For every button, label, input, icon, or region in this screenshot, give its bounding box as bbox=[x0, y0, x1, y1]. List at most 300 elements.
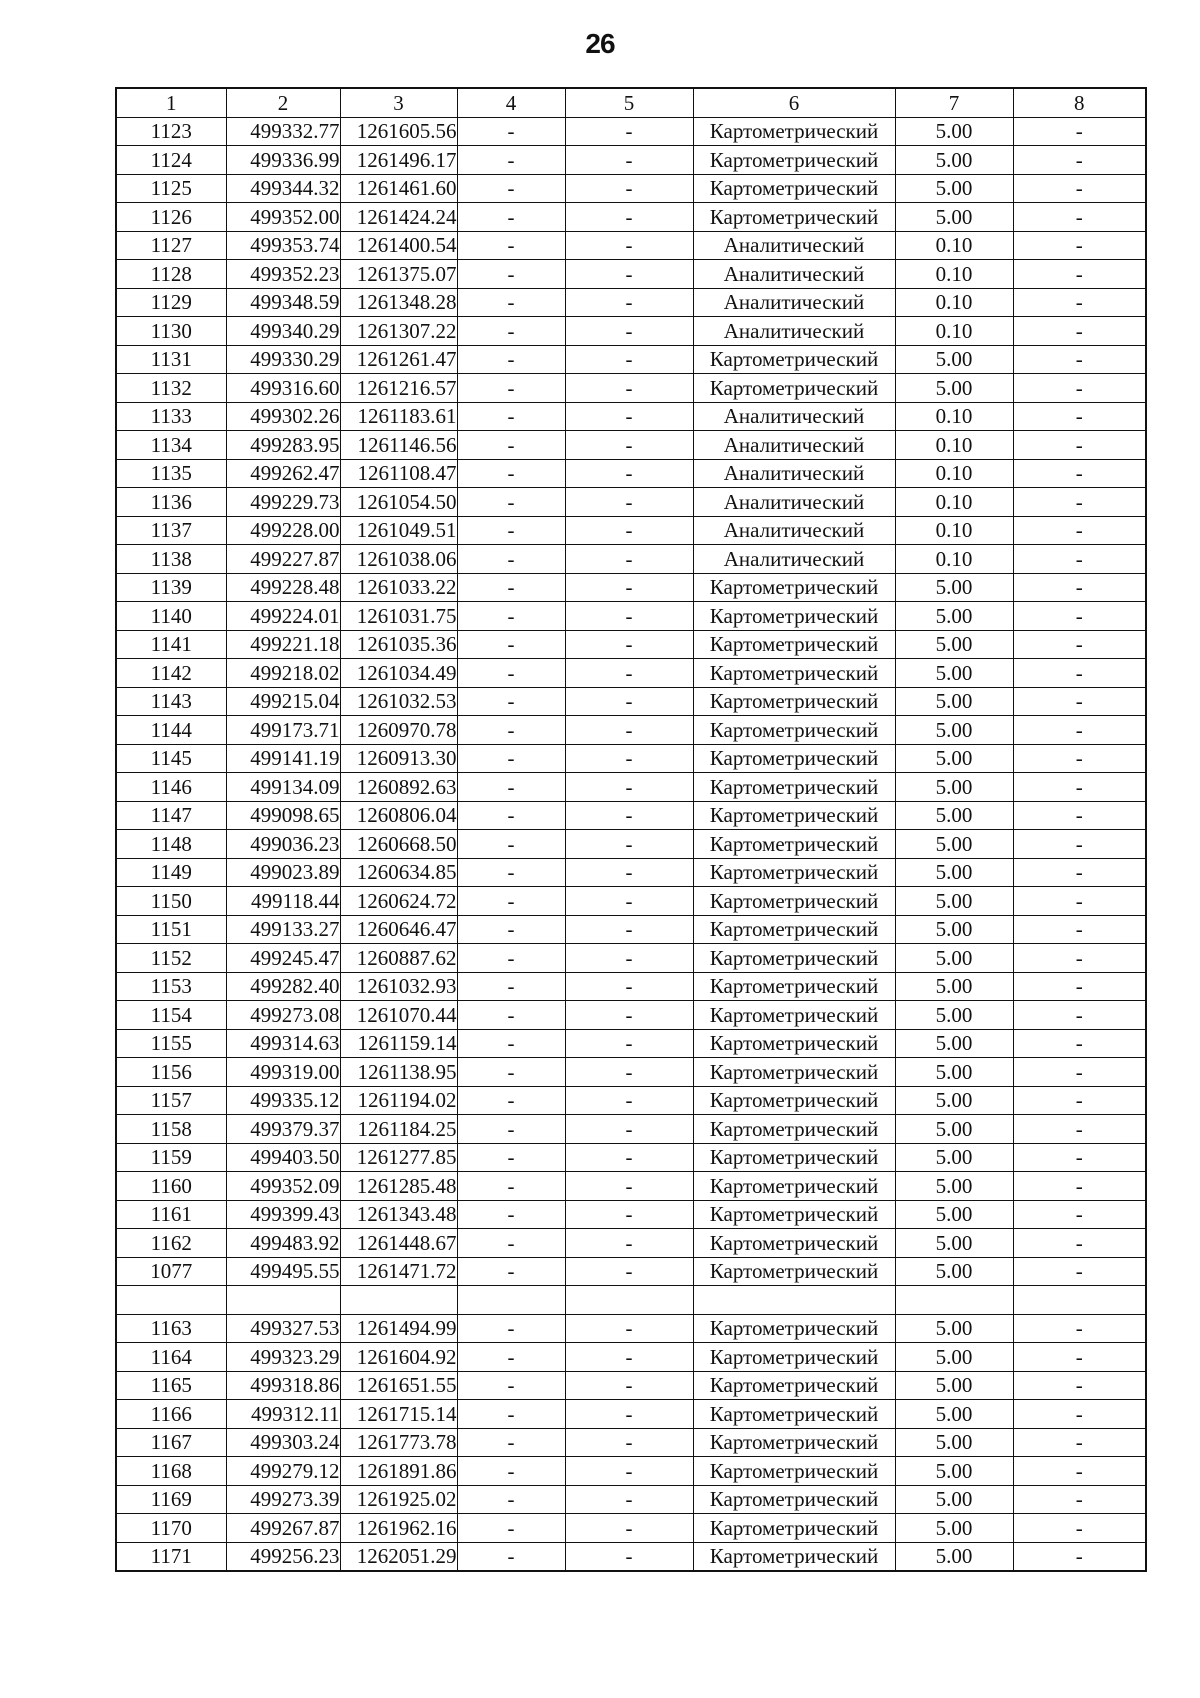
cell-method: Картометрический bbox=[693, 374, 895, 403]
cell-x-coordinate: 499215.04 bbox=[226, 687, 340, 716]
cell-col-5: - bbox=[565, 459, 693, 488]
cell-y-coordinate: 1260892.63 bbox=[340, 773, 457, 802]
cell-accuracy: 5.00 bbox=[895, 1143, 1013, 1172]
cell-accuracy: 0.10 bbox=[895, 260, 1013, 289]
cell-col-4: - bbox=[457, 887, 565, 916]
cell-x-coordinate: 499256.23 bbox=[226, 1542, 340, 1571]
cell-point-number: 1170 bbox=[116, 1514, 226, 1543]
cell-point-number: 1167 bbox=[116, 1428, 226, 1457]
cell-col-5: - bbox=[565, 431, 693, 460]
cell-col-8: - bbox=[1013, 203, 1146, 232]
cell-col-8: - bbox=[1013, 288, 1146, 317]
cell-col-4: - bbox=[457, 488, 565, 517]
cell-y-coordinate: 1262051.29 bbox=[340, 1542, 457, 1571]
cell-col-5: - bbox=[565, 174, 693, 203]
cell-y-coordinate: 1261494.99 bbox=[340, 1314, 457, 1343]
cell-x-coordinate: 499283.95 bbox=[226, 431, 340, 460]
cell-accuracy: 5.00 bbox=[895, 830, 1013, 859]
cell-accuracy: 0.10 bbox=[895, 459, 1013, 488]
cell-y-coordinate: 1261183.61 bbox=[340, 402, 457, 431]
table-row bbox=[116, 374, 1146, 403]
cell-y-coordinate: 1261032.53 bbox=[340, 687, 457, 716]
cell-accuracy: 5.00 bbox=[895, 1400, 1013, 1429]
cell-col-8: - bbox=[1013, 459, 1146, 488]
cell-method: Картометрический bbox=[693, 972, 895, 1001]
cell-x-coordinate: 499303.24 bbox=[226, 1428, 340, 1457]
cell-col-4: - bbox=[457, 1457, 565, 1486]
cell-col-8: - bbox=[1013, 602, 1146, 631]
cell-y-coordinate: 1261108.47 bbox=[340, 459, 457, 488]
cell-col-8: - bbox=[1013, 516, 1146, 545]
cell-point-number: 1127 bbox=[116, 231, 226, 260]
cell-col-8: - bbox=[1013, 1457, 1146, 1486]
cell-col-5: - bbox=[565, 1172, 693, 1201]
cell-y-coordinate: 1260913.30 bbox=[340, 744, 457, 773]
table-row bbox=[116, 1457, 1146, 1486]
cell-col-8: - bbox=[1013, 687, 1146, 716]
cell-accuracy: 5.00 bbox=[895, 1542, 1013, 1571]
cell-method: Картометрический bbox=[693, 1058, 895, 1087]
cell-point-number: 1142 bbox=[116, 659, 226, 688]
cell-col-4: - bbox=[457, 1115, 565, 1144]
table-row bbox=[116, 1286, 1146, 1315]
cell-col-8: - bbox=[1013, 402, 1146, 431]
cell-accuracy: 5.00 bbox=[895, 1514, 1013, 1543]
cell-accuracy: 5.00 bbox=[895, 174, 1013, 203]
cell-accuracy: 5.00 bbox=[895, 716, 1013, 745]
cell-col-8 bbox=[1013, 1286, 1146, 1315]
cell-col-8: - bbox=[1013, 801, 1146, 830]
cell-col-5: - bbox=[565, 260, 693, 289]
cell-y-coordinate: 1261184.25 bbox=[340, 1115, 457, 1144]
cell-accuracy: 5.00 bbox=[895, 744, 1013, 773]
cell-point-number: 1163 bbox=[116, 1314, 226, 1343]
cell-accuracy: 5.00 bbox=[895, 117, 1013, 146]
cell-x-coordinate: 499245.47 bbox=[226, 944, 340, 973]
cell-point-number: 1168 bbox=[116, 1457, 226, 1486]
cell-y-coordinate: 1261496.17 bbox=[340, 146, 457, 175]
cell-col-5: - bbox=[565, 231, 693, 260]
cell-point-number: 1152 bbox=[116, 944, 226, 973]
cell-method: Аналитический bbox=[693, 260, 895, 289]
table-row bbox=[116, 573, 1146, 602]
cell-col-5: - bbox=[565, 1542, 693, 1571]
cell-col-8: - bbox=[1013, 1058, 1146, 1087]
cell-x-coordinate: 499141.19 bbox=[226, 744, 340, 773]
cell-point-number: 1155 bbox=[116, 1029, 226, 1058]
cell-point-number: 1128 bbox=[116, 260, 226, 289]
cell-col-8: - bbox=[1013, 545, 1146, 574]
cell-point-number: 1123 bbox=[116, 117, 226, 146]
cell-y-coordinate: 1261032.93 bbox=[340, 972, 457, 1001]
cell-x-coordinate: 499279.12 bbox=[226, 1457, 340, 1486]
cell-y-coordinate: 1261031.75 bbox=[340, 602, 457, 631]
cell-col-8: - bbox=[1013, 1400, 1146, 1429]
cell-method: Картометрический bbox=[693, 1086, 895, 1115]
cell-col-5: - bbox=[565, 830, 693, 859]
cell-method: Картометрический bbox=[693, 1143, 895, 1172]
cell-x-coordinate: 499221.18 bbox=[226, 630, 340, 659]
cell-accuracy: 0.10 bbox=[895, 231, 1013, 260]
cell-method: Картометрический bbox=[693, 944, 895, 973]
table-row bbox=[116, 858, 1146, 887]
cell-col-5: - bbox=[565, 1001, 693, 1030]
table-row bbox=[116, 1428, 1146, 1457]
table-row bbox=[116, 972, 1146, 1001]
cell-y-coordinate: 1261285.48 bbox=[340, 1172, 457, 1201]
cell-y-coordinate: 1261277.85 bbox=[340, 1143, 457, 1172]
cell-point-number: 1135 bbox=[116, 459, 226, 488]
cell-col-8: - bbox=[1013, 174, 1146, 203]
cell-y-coordinate: 1261605.56 bbox=[340, 117, 457, 146]
table-row bbox=[116, 1058, 1146, 1087]
cell-point-number: 1148 bbox=[116, 830, 226, 859]
cell-col-5: - bbox=[565, 887, 693, 916]
cell-col-5: - bbox=[565, 488, 693, 517]
cell-y-coordinate: 1261448.67 bbox=[340, 1229, 457, 1258]
cell-col-4: - bbox=[457, 1485, 565, 1514]
column-header: 2 bbox=[226, 88, 340, 117]
cell-col-4: - bbox=[457, 117, 565, 146]
cell-point-number: 1140 bbox=[116, 602, 226, 631]
cell-x-coordinate: 499218.02 bbox=[226, 659, 340, 688]
cell-col-5: - bbox=[565, 944, 693, 973]
cell-col-4: - bbox=[457, 516, 565, 545]
cell-method: Картометрический bbox=[693, 1542, 895, 1571]
cell-accuracy: 5.00 bbox=[895, 1485, 1013, 1514]
cell-col-8: - bbox=[1013, 345, 1146, 374]
cell-method: Картометрический bbox=[693, 1029, 895, 1058]
cell-x-coordinate: 499352.09 bbox=[226, 1172, 340, 1201]
cell-col-4: - bbox=[457, 630, 565, 659]
cell-col-5: - bbox=[565, 545, 693, 574]
cell-point-number: 1147 bbox=[116, 801, 226, 830]
cell-point-number: 1154 bbox=[116, 1001, 226, 1030]
cell-point-number: 1150 bbox=[116, 887, 226, 916]
cell-col-5: - bbox=[565, 687, 693, 716]
cell-method: Картометрический bbox=[693, 1115, 895, 1144]
cell-col-4 bbox=[457, 1286, 565, 1315]
cell-point-number: 1143 bbox=[116, 687, 226, 716]
cell-method: Картометрический bbox=[693, 773, 895, 802]
cell-y-coordinate: 1261715.14 bbox=[340, 1400, 457, 1429]
cell-x-coordinate: 499224.01 bbox=[226, 602, 340, 631]
cell-x-coordinate: 499273.08 bbox=[226, 1001, 340, 1030]
cell-y-coordinate: 1261773.78 bbox=[340, 1428, 457, 1457]
cell-x-coordinate: 499098.65 bbox=[226, 801, 340, 830]
table-row bbox=[116, 716, 1146, 745]
cell-point-number: 1144 bbox=[116, 716, 226, 745]
cell-col-4: - bbox=[457, 659, 565, 688]
table-row bbox=[116, 1542, 1146, 1571]
cell-col-5: - bbox=[565, 1029, 693, 1058]
cell-accuracy: 5.00 bbox=[895, 659, 1013, 688]
cell-x-coordinate: 499344.32 bbox=[226, 174, 340, 203]
cell-accuracy: 5.00 bbox=[895, 602, 1013, 631]
cell-col-5: - bbox=[565, 288, 693, 317]
cell-col-5: - bbox=[565, 1457, 693, 1486]
cell-col-5: - bbox=[565, 374, 693, 403]
cell-col-4: - bbox=[457, 317, 565, 346]
cell-y-coordinate: 1261034.49 bbox=[340, 659, 457, 688]
table-row bbox=[116, 317, 1146, 346]
cell-x-coordinate bbox=[226, 1286, 340, 1315]
cell-col-5: - bbox=[565, 117, 693, 146]
cell-method: Картометрический bbox=[693, 659, 895, 688]
cell-method: Картометрический bbox=[693, 1457, 895, 1486]
cell-method: Картометрический bbox=[693, 887, 895, 916]
page-number: 26 bbox=[585, 28, 615, 59]
cell-col-4: - bbox=[457, 716, 565, 745]
cell-method: Картометрический bbox=[693, 1172, 895, 1201]
cell-method: Аналитический bbox=[693, 488, 895, 517]
cell-method: Картометрический bbox=[693, 1343, 895, 1372]
cell-x-coordinate: 499282.40 bbox=[226, 972, 340, 1001]
cell-col-4: - bbox=[457, 459, 565, 488]
cell-col-5: - bbox=[565, 1058, 693, 1087]
cell-point-number: 1126 bbox=[116, 203, 226, 232]
cell-x-coordinate: 499330.29 bbox=[226, 345, 340, 374]
cell-method: Картометрический bbox=[693, 1371, 895, 1400]
cell-x-coordinate: 499353.74 bbox=[226, 231, 340, 260]
table-row bbox=[116, 545, 1146, 574]
cell-col-4: - bbox=[457, 1058, 565, 1087]
table-row bbox=[116, 1172, 1146, 1201]
cell-col-4: - bbox=[457, 830, 565, 859]
cell-y-coordinate: 1261461.60 bbox=[340, 174, 457, 203]
column-header: 1 bbox=[116, 88, 226, 117]
table-row bbox=[116, 345, 1146, 374]
cell-y-coordinate: 1261343.48 bbox=[340, 1200, 457, 1229]
cell-col-8: - bbox=[1013, 260, 1146, 289]
cell-col-8: - bbox=[1013, 431, 1146, 460]
cell-method: Картометрический bbox=[693, 801, 895, 830]
cell-y-coordinate bbox=[340, 1286, 457, 1315]
cell-point-number: 1164 bbox=[116, 1343, 226, 1372]
cell-col-4: - bbox=[457, 1343, 565, 1372]
cell-accuracy: 5.00 bbox=[895, 1257, 1013, 1286]
cell-y-coordinate: 1261216.57 bbox=[340, 374, 457, 403]
cell-method: Аналитический bbox=[693, 231, 895, 260]
cell-method: Картометрический bbox=[693, 602, 895, 631]
cell-x-coordinate: 499227.87 bbox=[226, 545, 340, 574]
cell-point-number: 1160 bbox=[116, 1172, 226, 1201]
cell-y-coordinate: 1261375.07 bbox=[340, 260, 457, 289]
cell-x-coordinate: 499314.63 bbox=[226, 1029, 340, 1058]
cell-method: Аналитический bbox=[693, 317, 895, 346]
cell-col-4: - bbox=[457, 1086, 565, 1115]
table-row bbox=[116, 1001, 1146, 1030]
cell-point-number: 1136 bbox=[116, 488, 226, 517]
cell-col-8: - bbox=[1013, 1172, 1146, 1201]
column-header: 6 bbox=[693, 88, 895, 117]
cell-col-5: - bbox=[565, 630, 693, 659]
cell-y-coordinate: 1260970.78 bbox=[340, 716, 457, 745]
table-row bbox=[116, 1400, 1146, 1429]
table-row bbox=[116, 1314, 1146, 1343]
table-row bbox=[116, 659, 1146, 688]
cell-method: Аналитический bbox=[693, 288, 895, 317]
cell-method: Картометрический bbox=[693, 1428, 895, 1457]
cell-col-4: - bbox=[457, 972, 565, 1001]
cell-y-coordinate: 1261307.22 bbox=[340, 317, 457, 346]
cell-col-5: - bbox=[565, 203, 693, 232]
cell-method: Картометрический bbox=[693, 858, 895, 887]
cell-col-4: - bbox=[457, 1257, 565, 1286]
cell-method: Картометрический bbox=[693, 1514, 895, 1543]
cell-y-coordinate: 1261962.16 bbox=[340, 1514, 457, 1543]
cell-point-number: 1141 bbox=[116, 630, 226, 659]
cell-col-4: - bbox=[457, 374, 565, 403]
cell-method: Картометрический bbox=[693, 716, 895, 745]
cell-col-4: - bbox=[457, 174, 565, 203]
cell-method: Картометрический bbox=[693, 830, 895, 859]
cell-y-coordinate: 1261400.54 bbox=[340, 231, 457, 260]
cell-point-number: 1130 bbox=[116, 317, 226, 346]
cell-accuracy: 0.10 bbox=[895, 288, 1013, 317]
cell-col-5: - bbox=[565, 1343, 693, 1372]
cell-accuracy: 5.00 bbox=[895, 146, 1013, 175]
cell-col-5: - bbox=[565, 1400, 693, 1429]
cell-col-5: - bbox=[565, 1229, 693, 1258]
table-body bbox=[116, 117, 1146, 1571]
cell-x-coordinate: 499134.09 bbox=[226, 773, 340, 802]
cell-col-8: - bbox=[1013, 374, 1146, 403]
cell-x-coordinate: 499483.92 bbox=[226, 1229, 340, 1258]
coordinates-table bbox=[115, 87, 1147, 1572]
cell-y-coordinate: 1261424.24 bbox=[340, 203, 457, 232]
table-row bbox=[116, 203, 1146, 232]
cell-col-5 bbox=[565, 1286, 693, 1315]
cell-col-8: - bbox=[1013, 317, 1146, 346]
cell-col-8: - bbox=[1013, 1371, 1146, 1400]
cell-x-coordinate: 499023.89 bbox=[226, 858, 340, 887]
cell-col-4: - bbox=[457, 231, 565, 260]
cell-col-4: - bbox=[457, 1400, 565, 1429]
table-row bbox=[116, 1143, 1146, 1172]
cell-accuracy: 5.00 bbox=[895, 573, 1013, 602]
cell-x-coordinate: 499323.29 bbox=[226, 1343, 340, 1372]
table-row bbox=[116, 459, 1146, 488]
cell-method: Картометрический bbox=[693, 630, 895, 659]
cell-col-4: - bbox=[457, 260, 565, 289]
cell-point-number: 1161 bbox=[116, 1200, 226, 1229]
cell-point-number: 1157 bbox=[116, 1086, 226, 1115]
cell-col-8: - bbox=[1013, 1485, 1146, 1514]
cell-point-number: 1165 bbox=[116, 1371, 226, 1400]
cell-col-8: - bbox=[1013, 915, 1146, 944]
cell-x-coordinate: 499228.48 bbox=[226, 573, 340, 602]
cell-accuracy: 5.00 bbox=[895, 1029, 1013, 1058]
cell-col-5: - bbox=[565, 915, 693, 944]
table-row bbox=[116, 630, 1146, 659]
cell-col-4: - bbox=[457, 687, 565, 716]
cell-method: Картометрический bbox=[693, 1485, 895, 1514]
cell-x-coordinate: 499036.23 bbox=[226, 830, 340, 859]
cell-col-5: - bbox=[565, 1143, 693, 1172]
cell-col-5: - bbox=[565, 1257, 693, 1286]
cell-y-coordinate: 1261070.44 bbox=[340, 1001, 457, 1030]
cell-accuracy: 5.00 bbox=[895, 1172, 1013, 1201]
cell-method: Картометрический bbox=[693, 146, 895, 175]
cell-col-5: - bbox=[565, 1200, 693, 1229]
table-row bbox=[116, 488, 1146, 517]
cell-accuracy bbox=[895, 1286, 1013, 1315]
cell-method: Картометрический bbox=[693, 687, 895, 716]
cell-y-coordinate: 1261159.14 bbox=[340, 1029, 457, 1058]
cell-col-8: - bbox=[1013, 1257, 1146, 1286]
table-row bbox=[116, 516, 1146, 545]
cell-x-coordinate: 499379.37 bbox=[226, 1115, 340, 1144]
cell-point-number: 1171 bbox=[116, 1542, 226, 1571]
cell-col-4: - bbox=[457, 1200, 565, 1229]
cell-col-5: - bbox=[565, 1086, 693, 1115]
cell-point-number: 1125 bbox=[116, 174, 226, 203]
cell-x-coordinate: 499335.12 bbox=[226, 1086, 340, 1115]
table-row bbox=[116, 1229, 1146, 1258]
cell-col-4: - bbox=[457, 146, 565, 175]
cell-accuracy: 0.10 bbox=[895, 488, 1013, 517]
cell-col-5: - bbox=[565, 317, 693, 346]
cell-point-number: 1169 bbox=[116, 1485, 226, 1514]
cell-col-8: - bbox=[1013, 972, 1146, 1001]
table-row bbox=[116, 744, 1146, 773]
cell-x-coordinate: 499319.00 bbox=[226, 1058, 340, 1087]
cell-y-coordinate: 1261261.47 bbox=[340, 345, 457, 374]
column-header: 3 bbox=[340, 88, 457, 117]
cell-col-5: - bbox=[565, 146, 693, 175]
cell-col-8: - bbox=[1013, 1428, 1146, 1457]
cell-accuracy: 5.00 bbox=[895, 374, 1013, 403]
cell-col-4: - bbox=[457, 858, 565, 887]
cell-method: Картометрический bbox=[693, 1314, 895, 1343]
cell-accuracy: 5.00 bbox=[895, 944, 1013, 973]
table-row bbox=[116, 1485, 1146, 1514]
cell-accuracy: 5.00 bbox=[895, 1314, 1013, 1343]
cell-col-8: - bbox=[1013, 744, 1146, 773]
cell-y-coordinate: 1261925.02 bbox=[340, 1485, 457, 1514]
table-row bbox=[116, 146, 1146, 175]
cell-point-number: 1156 bbox=[116, 1058, 226, 1087]
cell-method: Картометрический bbox=[693, 117, 895, 146]
table-row bbox=[116, 1029, 1146, 1058]
cell-point-number: 1158 bbox=[116, 1115, 226, 1144]
cell-col-8: - bbox=[1013, 1001, 1146, 1030]
cell-x-coordinate: 499352.00 bbox=[226, 203, 340, 232]
cell-col-8: - bbox=[1013, 231, 1146, 260]
table-row bbox=[116, 830, 1146, 859]
cell-col-5: - bbox=[565, 1485, 693, 1514]
table-row bbox=[116, 602, 1146, 631]
cell-x-coordinate: 499340.29 bbox=[226, 317, 340, 346]
cell-point-number: 1139 bbox=[116, 573, 226, 602]
cell-col-5: - bbox=[565, 345, 693, 374]
cell-col-5: - bbox=[565, 1115, 693, 1144]
cell-col-4: - bbox=[457, 203, 565, 232]
cell-point-number: 1132 bbox=[116, 374, 226, 403]
table-row bbox=[116, 1257, 1146, 1286]
cell-method: Картометрический bbox=[693, 573, 895, 602]
cell-method bbox=[693, 1286, 895, 1315]
cell-accuracy: 5.00 bbox=[895, 887, 1013, 916]
cell-x-coordinate: 499318.86 bbox=[226, 1371, 340, 1400]
cell-col-4: - bbox=[457, 573, 565, 602]
cell-accuracy: 5.00 bbox=[895, 345, 1013, 374]
cell-y-coordinate: 1261035.36 bbox=[340, 630, 457, 659]
cell-x-coordinate: 499327.53 bbox=[226, 1314, 340, 1343]
cell-col-4: - bbox=[457, 545, 565, 574]
cell-col-5: - bbox=[565, 516, 693, 545]
